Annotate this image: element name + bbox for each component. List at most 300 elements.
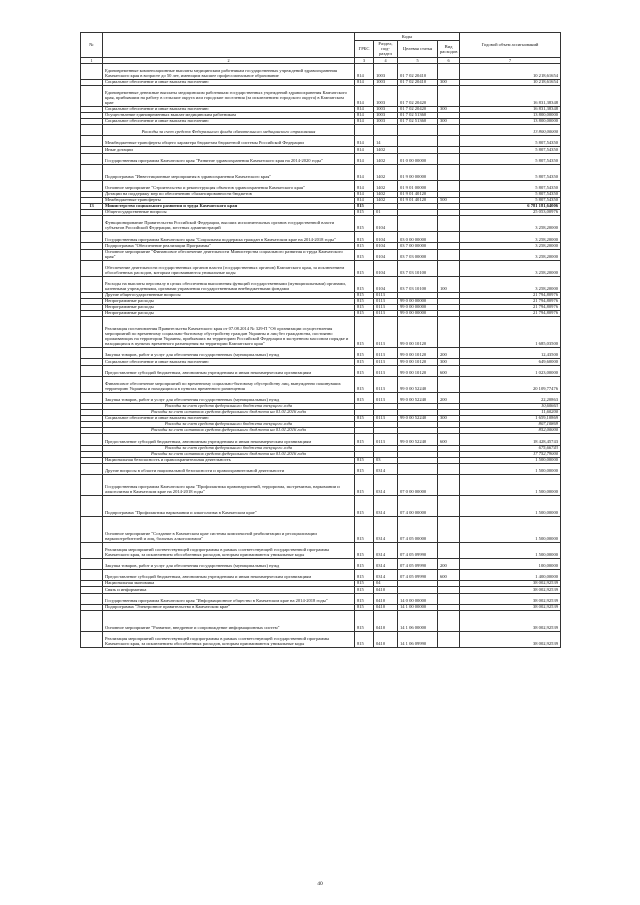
row-number	[81, 348, 103, 359]
row-razdel: 1402	[374, 180, 398, 191]
row-name: Предоставление субсидий бюджетным, автономным учреждениям и иным некоммерческим организациям	[103, 570, 355, 581]
row-grbs: 815	[355, 317, 374, 348]
row-name: Непрограммные расходы	[103, 305, 355, 311]
row-target-article	[398, 125, 438, 136]
row-amount: 1 023,00000	[460, 365, 561, 376]
row-name: Закупка товаров, работ и услуг для обеспечения государственных (муниципальных) нужд	[103, 348, 355, 359]
row-name: Расходы за счет остатков средств федерального бюджета на 01.01.2016 года	[103, 451, 355, 457]
header-codes: Коды	[355, 33, 460, 41]
row-grbs: 815	[355, 348, 374, 359]
row-razdel: 1402	[374, 147, 398, 153]
row-name: Обеспечение деятельности государственных органов власти (государственных органов) Камчатского края, за исключением обособленных расходов, которым присваиваются уникальные коды	[103, 260, 355, 276]
row-name: Государственная программа Камчатского края "Социальная поддержка граждан в Камчатском крае на 2014-2018 годы"	[103, 232, 355, 243]
row-grbs: 814	[355, 147, 374, 153]
row-target-article: 03 7 03 10100	[398, 260, 438, 276]
table-row	[81, 475, 561, 496]
row-expense-type: 200	[438, 559, 460, 570]
row-expense-type	[438, 216, 460, 232]
row-razdel: 0314	[374, 542, 398, 558]
row-amount: 11,60200	[460, 409, 561, 415]
row-amount: 649,60000	[460, 359, 561, 365]
row-expense-type	[438, 125, 460, 136]
row-name: Межбюджетные трансферты	[103, 197, 355, 203]
row-razdel: 0113	[374, 392, 398, 403]
row-name: Государственная программа Камчатского края "Информационное общество в Камчатском крае на 2014-2018 годы"	[103, 593, 355, 604]
row-amount: 38 002,92539	[460, 593, 561, 604]
row-expense-type: 300	[438, 359, 460, 365]
row-name: Подпрограмма "Инвестиционные мероприятия в здравоохранении Камчатского края"	[103, 164, 355, 180]
table-row	[81, 463, 561, 474]
row-razdel: 0314	[374, 570, 398, 581]
table-row	[81, 85, 561, 106]
row-razdel: 0104	[374, 232, 398, 243]
table-row	[81, 365, 561, 376]
column-number: 4	[374, 57, 398, 63]
row-amount: 852,00000	[460, 428, 561, 434]
row-razdel: 1003	[374, 79, 398, 85]
header-razdel: Раздел, под-раздел	[374, 41, 398, 58]
row-target-article: 03 7 03 10100	[398, 276, 438, 292]
row-number	[81, 434, 103, 445]
row-name: Связь и информатика	[103, 587, 355, 593]
row-razdel: 0113	[374, 292, 398, 298]
row-razdel: 0113	[374, 311, 398, 317]
row-grbs: 815	[355, 496, 374, 517]
row-name: Социальное обеспечение и иные выплаты населению	[103, 79, 355, 85]
table-row	[81, 164, 561, 180]
row-amount: 1 659,10869	[460, 416, 561, 422]
row-name: Иные дотации	[103, 147, 355, 153]
row-amount: 1 500,00000	[460, 496, 561, 517]
row-grbs: 815	[355, 610, 374, 631]
row-amount: 13 800,00000	[460, 112, 561, 118]
table-row	[81, 63, 561, 79]
row-amount: 6 781 181,64006	[460, 204, 561, 210]
row-razdel: 0113	[374, 434, 398, 445]
row-expense-type	[438, 542, 460, 558]
table-row	[81, 317, 561, 348]
row-name: Общегосударственные вопросы	[103, 210, 355, 216]
table-row	[81, 249, 561, 260]
row-number	[81, 463, 103, 474]
row-grbs: 815	[355, 365, 374, 376]
row-target-article: 07 4 05 09990	[398, 570, 438, 581]
row-target-article: 14 1 06 09990	[398, 631, 438, 647]
row-target-article: 01 7 02 20410	[398, 79, 438, 85]
row-expense-type	[438, 85, 460, 106]
row-target-article: 03 7 03 00000	[398, 249, 438, 260]
row-name: Министерство социального развития и труда Камчатского края	[103, 204, 355, 210]
row-target-article: 07 4 00 00000	[398, 496, 438, 517]
column-number: 3	[355, 57, 374, 63]
row-target-article: 99 0 00 52240	[398, 392, 438, 403]
row-number	[81, 180, 103, 191]
row-grbs: 814	[355, 85, 374, 106]
row-number	[81, 260, 103, 276]
row-amount: 38 002,92539	[460, 631, 561, 647]
row-expense-type: 600	[438, 365, 460, 376]
row-target-article: 99 0 00 10120	[398, 348, 438, 359]
row-number	[81, 164, 103, 180]
row-grbs: 814	[355, 197, 374, 203]
row-grbs: 815	[355, 434, 374, 445]
table-body	[81, 63, 561, 647]
row-target-article: 01 7 02 20410	[398, 63, 438, 79]
row-razdel: 0113	[374, 305, 398, 311]
row-grbs: 814	[355, 180, 374, 191]
row-target-article: 99 0 00 52240	[398, 376, 438, 392]
row-expense-type	[438, 631, 460, 647]
row-amount: 5 807,54350	[460, 197, 561, 203]
row-target-article: 01 7 02 20420	[398, 106, 438, 112]
row-razdel: 0104	[374, 243, 398, 249]
row-grbs: 815	[355, 631, 374, 647]
row-amount: 18 428,45743	[460, 434, 561, 445]
row-target-article: 01 7 02 20420	[398, 85, 438, 106]
row-number	[81, 475, 103, 496]
row-number	[81, 85, 103, 106]
row-target-article	[398, 216, 438, 232]
row-name: Непрограммные расходы	[103, 311, 355, 317]
row-grbs: 815	[355, 311, 374, 317]
row-amount: 3 258,20000	[460, 216, 561, 232]
row-number: 13	[81, 204, 103, 210]
row-amount: 3 258,20000	[460, 276, 561, 292]
row-target-article: 14 0 00 00000	[398, 593, 438, 604]
row-number	[81, 216, 103, 232]
row-grbs: 814	[355, 79, 374, 85]
row-razdel: 1003	[374, 106, 398, 112]
row-target-article: 99 0 00 10120	[398, 317, 438, 348]
row-name: Национальная безопасность и правоохранительная деятельность	[103, 457, 355, 463]
row-target-article: 99 0 00 52240	[398, 416, 438, 422]
row-expense-type	[438, 475, 460, 496]
table-row	[81, 517, 561, 543]
row-name: Государственная программа Камчатского края "Профилактика правонарушений, терроризма, экстремизма, наркомании и алкоголизма в Камчатском крае на 2014-2018 годы"	[103, 475, 355, 496]
row-name: Основное мероприятие "Финансовое обеспечение деятельности Министерства социального развития и труда Камчатского края"	[103, 249, 355, 260]
row-number	[81, 376, 103, 392]
table-row	[81, 153, 561, 164]
row-expense-type	[438, 496, 460, 517]
row-razdel: 0314	[374, 496, 398, 517]
row-razdel: 1003	[374, 112, 398, 118]
row-amount: 38 002,92539	[460, 604, 561, 610]
row-name: Расходы за счет средств Федерального фонда обязательного медицинского страхования	[103, 125, 355, 136]
row-amount: 13 800,00000	[460, 125, 561, 136]
row-name: Другие вопросы в области национальной безопасности и правоохранительной деятельности	[103, 463, 355, 474]
row-amount: 38 002,92539	[460, 587, 561, 593]
row-grbs: 815	[355, 587, 374, 593]
row-name: Закупка товаров, работ и услуг для обеспечения государственных (муниципальных) нужд	[103, 559, 355, 570]
row-name: Подпрограмма "Профилактика наркомании и алкоголизма в Камчатском крае"	[103, 496, 355, 517]
row-amount: 16 831,38348	[460, 106, 561, 112]
row-name: Государственная программа Камчатского края "Развитие здравоохранения Камчатского края на 2014-2020 годы"	[103, 153, 355, 164]
row-grbs: 814	[355, 136, 374, 147]
row-amount: 1 685,03500	[460, 317, 561, 348]
row-number	[81, 517, 103, 543]
row-grbs: 815	[355, 204, 374, 210]
row-number	[81, 593, 103, 604]
row-amount: 21 794,80976	[460, 292, 561, 298]
row-target-article: 01 7 02 51360	[398, 112, 438, 118]
row-name: Социальное обеспечение и иные выплаты населению	[103, 106, 355, 112]
row-razdel	[374, 125, 398, 136]
row-number	[81, 559, 103, 570]
table-row	[81, 136, 561, 147]
table-row	[81, 260, 561, 276]
row-target-article: 01 9 00 00000	[398, 164, 438, 180]
row-razdel: 0104	[374, 216, 398, 232]
row-razdel: 0104	[374, 260, 398, 276]
row-name: Расходы за счет средств федерального бюджета текущего года	[103, 403, 355, 409]
row-name: Основное мероприятие "Строительство и реконструкция объектов здравоохранения Камчатского края"	[103, 180, 355, 191]
row-razdel: 0410	[374, 604, 398, 610]
row-number	[81, 136, 103, 147]
table-row	[81, 593, 561, 604]
row-grbs: 815	[355, 593, 374, 604]
row-grbs: 814	[355, 191, 374, 197]
row-amount: 38 002,92539	[460, 581, 561, 587]
row-number	[81, 249, 103, 260]
row-grbs: 815	[355, 416, 374, 422]
row-razdel: 0410	[374, 631, 398, 647]
row-grbs: 815	[355, 276, 374, 292]
row-expense-type: 200	[438, 348, 460, 359]
row-grbs: 815	[355, 559, 374, 570]
column-number: 6	[438, 57, 460, 63]
row-grbs: 815	[355, 517, 374, 543]
table-row	[81, 496, 561, 517]
budget-table	[80, 32, 561, 648]
row-name: Финансовое обеспечение мероприятий по временному социально-бытовому обустройству лиц, вынужденно покинувших территорию Украины и находящихся в пунктах временного размещения	[103, 376, 355, 392]
row-amount: 100,00000	[460, 559, 561, 570]
row-number	[81, 570, 103, 581]
row-expense-type	[438, 136, 460, 147]
row-target-article	[398, 463, 438, 474]
row-razdel: 0410	[374, 587, 398, 593]
row-amount: 16 831,38348	[460, 85, 561, 106]
row-amount: 22,20863	[460, 392, 561, 403]
row-target-article: 07 4 05 09990	[398, 559, 438, 570]
row-name: Непрограммные расходы	[103, 298, 355, 304]
row-razdel: 0104	[374, 249, 398, 260]
row-amount: 1 500,00000	[460, 463, 561, 474]
row-amount: 5 807,54350	[460, 191, 561, 197]
row-amount: 21 794,80976	[460, 311, 561, 317]
row-name: Закупка товаров, работ и услуг для обеспечения государственных (муниципальных) нужд	[103, 392, 355, 403]
row-target-article: 03 7 00 00000	[398, 243, 438, 249]
row-name: Социальное обеспечение и иные выплаты населению	[103, 119, 355, 125]
row-amount: 13 800,00000	[460, 119, 561, 125]
row-amount: 21 794,80976	[460, 298, 561, 304]
row-grbs: 815	[355, 359, 374, 365]
row-expense-type: 500	[438, 197, 460, 203]
row-amount: 17 752,79000	[460, 451, 561, 457]
row-grbs: 815	[355, 216, 374, 232]
row-razdel: 0314	[374, 559, 398, 570]
row-amount: 10 218,61654	[460, 79, 561, 85]
row-target-article: 99 0 00 00000	[398, 298, 438, 304]
row-razdel: 0314	[374, 517, 398, 543]
table-row	[81, 570, 561, 581]
row-expense-type	[438, 153, 460, 164]
row-number	[81, 232, 103, 243]
row-target-article: 01 0 00 00000	[398, 153, 438, 164]
row-name: Реализация мероприятий соответствующей подпрограммы в рамках соответствующей государственной программы Камчатского края, за исключением обособленных расходов, которым присваиваются уникальные коды	[103, 542, 355, 558]
row-amount: 20 109,77476	[460, 376, 561, 392]
row-name: Расходы за счет остатков средств федерального бюджета на 01.01.2016 года	[103, 409, 355, 415]
row-grbs: 815	[355, 392, 374, 403]
header-name	[103, 33, 355, 58]
table-row	[81, 232, 561, 243]
column-number: 5	[398, 57, 438, 63]
row-razdel: 0113	[374, 365, 398, 376]
row-razdel: 0113	[374, 359, 398, 365]
row-grbs: 815	[355, 475, 374, 496]
row-name: Расходы на выплаты персоналу в целях обеспечения выполнения функций государственными (муниципальными) органами, казенными учреждениями, органами управления государственными внебюджетными фондами	[103, 276, 355, 292]
row-grbs: 815	[355, 232, 374, 243]
row-grbs: 815	[355, 305, 374, 311]
row-expense-type	[438, 463, 460, 474]
row-amount: 5 807,54350	[460, 180, 561, 191]
row-number	[81, 631, 103, 647]
row-expense-type: 300	[438, 119, 460, 125]
row-target-article: 99 0 00 10120	[398, 359, 438, 365]
row-amount: 5 807,54350	[460, 153, 561, 164]
row-expense-type	[438, 232, 460, 243]
table-row	[81, 216, 561, 232]
table-row	[81, 392, 561, 403]
row-razdel: 0104	[374, 276, 398, 292]
header-no: №	[81, 33, 103, 58]
row-grbs: 814	[355, 63, 374, 79]
column-number: 2	[103, 57, 355, 63]
row-target-article: 01 9 01 00000	[398, 180, 438, 191]
row-amount: 1 500,00000	[460, 457, 561, 463]
row-amount: 25 053,00976	[460, 210, 561, 216]
row-amount: 1 500,00000	[460, 542, 561, 558]
row-expense-type	[438, 376, 460, 392]
row-name: Социальное обеспечение и иные выплаты населению	[103, 359, 355, 365]
row-amount: 3 258,20000	[460, 249, 561, 260]
row-target-article: 01 7 02 51360	[398, 119, 438, 125]
row-target-article: 99 0 00 00000	[398, 305, 438, 311]
row-amount: 1 500,00000	[460, 475, 561, 496]
page-number: 40	[317, 881, 323, 887]
row-target-article: 01 9 01 40120	[398, 197, 438, 203]
table-row	[81, 376, 561, 392]
row-name: Межбюджетные трансферты общего характера бюджетам бюджетной системы Российской Федерации	[103, 136, 355, 147]
row-expense-type	[438, 164, 460, 180]
row-amount: 3 258,20000	[460, 260, 561, 276]
row-razdel: 1003	[374, 63, 398, 79]
row-expense-type: 100	[438, 276, 460, 292]
row-expense-type	[438, 593, 460, 604]
row-number	[81, 125, 103, 136]
row-grbs: 814	[355, 106, 374, 112]
row-razdel: 0113	[374, 348, 398, 359]
row-number	[81, 610, 103, 631]
row-name: Расходы за счет остатков средств федерального бюджета на 01.01.2016 года	[103, 428, 355, 434]
row-expense-type: 200	[438, 392, 460, 403]
row-razdel: 1402	[374, 197, 398, 203]
row-amount: 10 218,61654	[460, 63, 561, 79]
row-expense-type	[438, 610, 460, 631]
row-grbs: 815	[355, 298, 374, 304]
table-row	[81, 631, 561, 647]
row-number	[81, 542, 103, 558]
row-razdel: 0314	[374, 475, 398, 496]
row-grbs: 815	[355, 581, 374, 587]
row-expense-type	[438, 249, 460, 260]
row-target-article: 07 4 05 09990	[398, 542, 438, 558]
row-razdel: 14	[374, 136, 398, 147]
row-name: Единовременные денежные выплаты медицинским работникам государственных учреждений здравоохранения Камчатского края, прибывшим на работу в сельские округа или городские поселения (за исключением городского округа) в Камчатском крае	[103, 85, 355, 106]
row-name: Единовременные компенсационные выплаты медицинским работникам государственных учреждений здравоохранения Камчатского края в возрасте до 50 лет, имеющим высшее профессиональное образование	[103, 63, 355, 79]
row-amount: 3 258,20000	[460, 232, 561, 243]
row-name: Социальное обеспечение и иные выплаты населению	[103, 416, 355, 422]
row-expense-type	[438, 317, 460, 348]
table-row	[81, 559, 561, 570]
row-name: Расходы за счет средств федерального бюджета текущего года	[103, 445, 355, 451]
row-expense-type: 300	[438, 416, 460, 422]
row-name: Основное мероприятие "Создание в Камчатском крае системы комплексной реабилитации и ресоциализации наркопотребителей и лиц, больных алкоголизмом"	[103, 517, 355, 543]
header-sum: Годовой объем ассигнований	[460, 33, 561, 58]
row-amount: 807,10869	[460, 422, 561, 428]
row-razdel: 0410	[374, 593, 398, 604]
row-name: Подпрограмма "Обеспечение реализации Программы"	[103, 243, 355, 249]
row-target-article: 99 0 00 52240	[398, 434, 438, 445]
header-tselevaya: Целевая статья	[398, 41, 438, 58]
row-name: Предоставление субсидий бюджетным, автономным учреждениям и иным некоммерческим организациям	[103, 434, 355, 445]
row-grbs: 815	[355, 463, 374, 474]
row-target-article: 03 0 00 00000	[398, 232, 438, 243]
table-row	[81, 125, 561, 136]
row-razdel: 0314	[374, 463, 398, 474]
row-grbs: 815	[355, 604, 374, 610]
row-expense-type	[438, 180, 460, 191]
row-grbs: 815	[355, 457, 374, 463]
row-razdel: 0113	[374, 298, 398, 304]
row-expense-type: 600	[438, 570, 460, 581]
row-amount: 21 794,80976	[460, 305, 561, 311]
row-amount: 1 500,00000	[460, 517, 561, 543]
row-name: Предоставление субсидий бюджетным, автономным учреждениям и иным некоммерческим организациям	[103, 365, 355, 376]
table-row	[81, 348, 561, 359]
row-number	[81, 276, 103, 292]
row-grbs: 815	[355, 292, 374, 298]
row-grbs: 815	[355, 542, 374, 558]
row-razdel: 0410	[374, 610, 398, 631]
row-razdel: 0113	[374, 416, 398, 422]
row-target-article: 07 4 05 00000	[398, 517, 438, 543]
row-expense-type	[438, 260, 460, 276]
header-grbs: ГРБС	[355, 41, 374, 58]
row-number	[81, 153, 103, 164]
table-row	[81, 610, 561, 631]
row-name: Реализация мероприятий соответствующей подпрограммы в рамках соответствующей государственной программы Камчатского края, за исключением обособленных расходов, которым присваиваются уникальные коды	[103, 631, 355, 647]
row-razdel: 0113	[374, 376, 398, 392]
row-number	[81, 496, 103, 517]
row-name: Другие общегосударственные вопросы	[103, 292, 355, 298]
row-amount: 5 807,54350	[460, 136, 561, 147]
row-target-article	[398, 136, 438, 147]
row-name: Подпрограмма "Электронное правительство в Камчатском крае"	[103, 604, 355, 610]
row-number	[81, 365, 103, 376]
row-amount: 3 258,20000	[460, 243, 561, 249]
row-amount: 1 400,00000	[460, 570, 561, 581]
header-vid: Вид расходов	[438, 41, 460, 58]
